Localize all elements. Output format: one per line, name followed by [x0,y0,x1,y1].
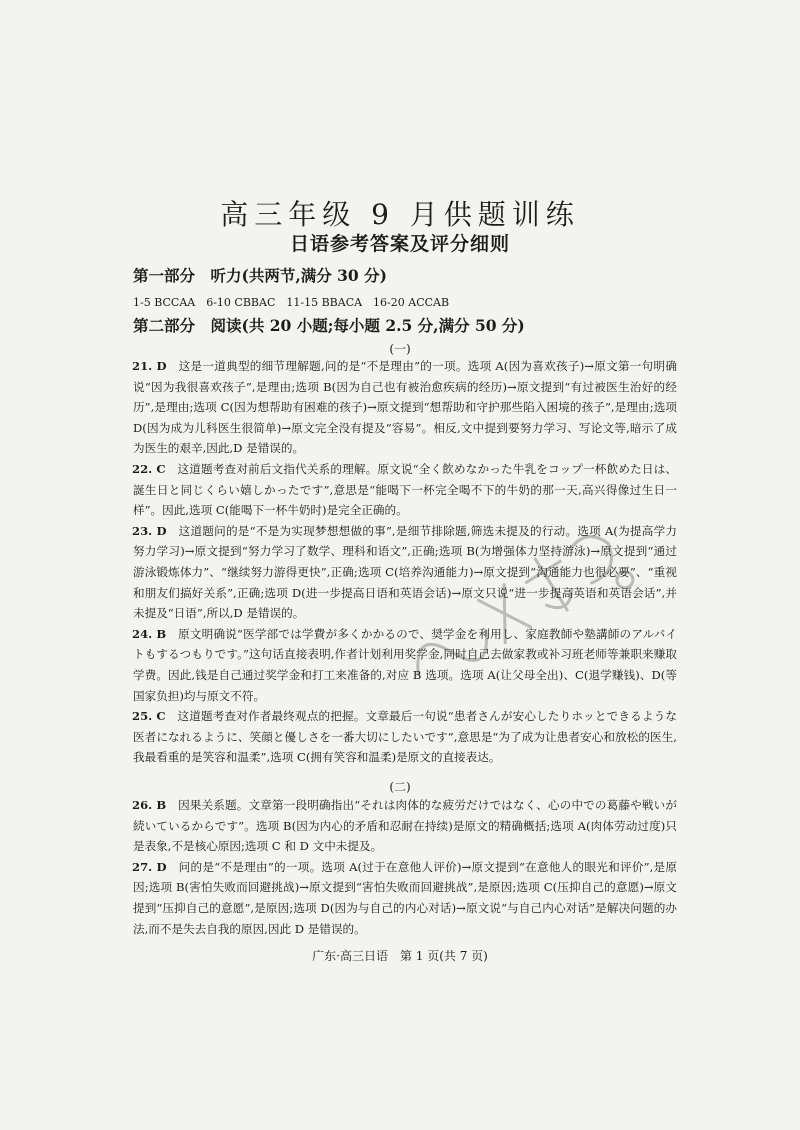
question-25 [133,706,677,768]
part2-heading: 第二部分 阅读(共 20 小题;每小题 2.5 分,满分 50 分) [133,316,525,335]
question-explanation: 这道题考查对前后文指代关系的理解。原文说“全く飲めなかった牛乳をコップ一杯飲めた日は、誕生日と同じくらい嬉しかったです”,意思是“能喝下一杯完全喝不下的牛奶的那一天,高兴得像过生日一样”。因此,选项 C(能喝下一杯牛奶时)是完全正确的。 [133,461,677,518]
question-explanation: 这是一道典型的细节理解题,问的是“不是理由”的一项。选项 A(因为喜欢孩子)→原文第一句明确说“因为我很喜欢孩子”,是理由;选项 B(因为自己也有被治愈疾病的经历)→原文提到“有过被医生治好的经历”,是理由;选项 C(因为想帮助有困难的孩子)→原文提到“想帮助和守护那些陷入困境的孩子”,是理由;选项 D(因为成为儿科医生很简单)→原文完全没有提及“容易”。相反,文中提到要努力学习、写论文等,暗示了成为医生的艰辛,因此,D 是错误的。 [133,359,677,456]
section-label-1: (一) [389,342,411,356]
document-subtitle: 日语参考答案及评分细则 [289,233,510,255]
question-24 [133,624,677,706]
question-number: 24. B [132,626,167,641]
section-1-content [133,356,677,768]
part1-heading: 第一部分 听力(共两节,满分 30 分) [133,266,387,285]
question-explanation: 因果关系题。文章第一段明确指出“それは肉体的な疲労だけではなく、心の中での葛藤や戦いが続いているからです”。选项 B(因为内心的矛盾和忍耐在持续)是原文的精确概括;选项 A(肉体劳动过度)只是表象,不是核心原因;选项 C 和 D 文中未提及。 [133,798,677,854]
section-2-content [133,795,677,939]
section-label-2: (二) [389,780,411,794]
question-27 [133,857,677,939]
question-number: 27. D [132,859,167,874]
part1-answers: 1-5 BCCAA 6-10 CBBAC 11-15 BBACA 16-20 ACCAB [133,296,450,309]
question-number: 25. C [132,709,166,724]
question-26 [133,795,677,857]
question-explanation: 这道题问的是“不是为实现梦想想做的事”,是细节排除题,筛选未提及的行动。选项 A(为提高学力努力学习)→原文提到“努力学习了数学、理科和语文”,正确;选项 B(为增强体力坚持游泳)→原文提到“通过游泳锻炼体力”、“继续努力游得更快”,正确;选项 C(培养沟通能力)→原文提到“沟通能力也很必要”、“重视和朋友们搞好关系”,正确;选项 D(进一步提高日语和英语会话)→原文只说“进一步提高英语和英语会话”,并未提及“日语”,所以,D 是错误的。 [133,523,678,621]
document-title: 高三年级 9 月供题训练 [220,198,580,231]
question-21 [133,356,677,459]
question-number: 21. D [132,359,167,373]
question-number: 26. B [132,798,167,812]
question-explanation: 这道题考查对作者最终观点的把握。文章最后一句说“患者さんが安心したりホッとできるような医者になれるように、笑顔と優しさを一番大切にしたいです”,意思是“为了成为让患者安心和放松的医生,我最看重的是笑容和温柔”,选项 C(拥有笑容和温柔)是原文的直接表达。 [133,709,677,765]
question-22 [133,459,677,521]
page-footer: 广东·高三日语 第 1 页(共 7 页) [312,949,488,963]
question-explanation: 问的是“不是理由”的一项。选项 A(过于在意他人评价)→原文提到“在意他人的眼光和评价”,是原因;选项 B(害怕失败而回避挑战)→原文提到“害怕失败而回避挑战”,是原因;选项 C(压抑自己的意愿)→原文提到“压抑自己的意愿”,是原因;选项 D(因为与自己的内心对话)→原文说“与自己内心对话”是解决问题的办法,而不是失去自我的原因,因此 D 是错误的。 [133,859,677,936]
question-number: 23. D [132,523,167,538]
question-23 [133,521,677,624]
question-explanation: 原文明确说“医学部では学費が多くかかるので、奨学金を利用し、家庭教師や塾講師のアルバイトもするつもりです。”这句话直接表明,作者计划利用奖学金,同时自己去做家教或补习班老师等兼职来赚取学费。因此,钱是自己通过奖学金和打工来准备的,对应 B 选项。选项 A(让父母全出)、C(退学赚钱)、D(等国家负担)均与原文不符。 [133,626,677,703]
question-number: 22. C [132,461,166,476]
